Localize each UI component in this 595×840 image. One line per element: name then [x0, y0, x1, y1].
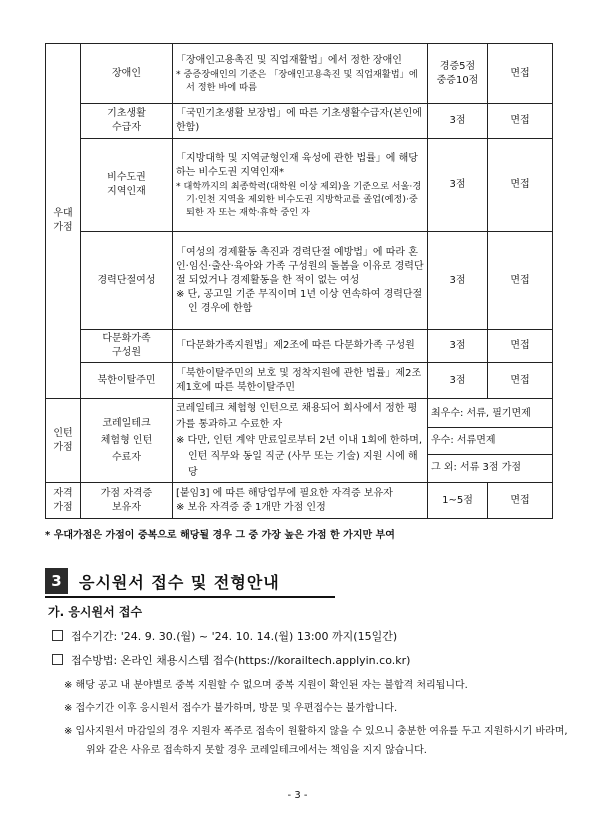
category-text: 다문화가족: [102, 333, 151, 344]
category-text: 코레일테크: [102, 418, 151, 429]
group-label: 우대: [53, 208, 73, 219]
score-cell: [428, 44, 488, 104]
table-footnote: * 우대가점은 가점이 중복으로 해당될 경우 그 중 가장 높은 가점 한 가지만 부여: [45, 530, 395, 541]
stage-cell: 면접: [488, 232, 553, 330]
table-row: [46, 44, 553, 104]
section-heading: [45, 568, 335, 598]
checkbox-icon: [52, 654, 63, 665]
section-number: 3: [45, 568, 68, 594]
category-text: 수급자: [112, 122, 141, 133]
stage-cell: 면접: [488, 44, 553, 104]
method-text: 접수방법: 온라인 채용시스템 접수(https://korailtech.applyin.co.kr): [71, 654, 411, 667]
score-cell: 3점: [428, 139, 488, 232]
criteria-note: * 대학까지의 최종학력(대학원 이상 제외)을 기준으로 서울·경기·인천 지역을 제외한 비수도권 지방학교를 졸업(예정)·중퇴한 자 또는 재학·휴학 중인 자: [176, 180, 422, 218]
table-row: [46, 104, 553, 139]
stage-cell: 면접: [488, 363, 553, 399]
criteria-cell: 「국민기초생활 보장법」에 따른 기초생활수급자(본인에 한함): [173, 104, 428, 139]
criteria-text: 「장애인고용촉진 및 직업재활법」에서 정한 장애인: [176, 54, 402, 66]
score-cell: 1~5점: [428, 483, 488, 519]
criteria-cell: 「다문화가족지원법」제2조에 따른 다문화가족 구성원: [173, 330, 428, 363]
criteria-cell: [173, 483, 428, 519]
stage-cell: 면접: [488, 139, 553, 232]
benefit-text: 그 외: 서류 3점 가점: [431, 461, 522, 473]
criteria-text: [붙임3] 에 따른 해당업무에 필요한 자격증 보유자: [176, 487, 393, 499]
score-cell: 3점: [428, 330, 488, 363]
score-text: 경증5점: [439, 60, 476, 72]
group-label: 가점: [53, 222, 73, 233]
criteria-text: 「여성의 경제활동 촉진과 경력단절 예방법」에 따라 혼인·임신·출산·육아와 가족 구성원의 돌봄을 이유로 경력단절 되었거나 경제활동을 한 적이 없는 여성: [176, 246, 424, 286]
category-cell: [81, 330, 173, 363]
criteria-cell: [173, 399, 428, 483]
criteria-note: * 중증장애인의 기준은 「장애인고용촉진 및 직업재활법」에서 정한 바에 따름: [176, 68, 418, 93]
benefit-text: 우수: 서류면제: [428, 428, 552, 455]
preferential-points-table: [45, 43, 553, 519]
group-label: 가점: [53, 441, 73, 453]
cert-group-cell: [46, 483, 81, 519]
list-item: [52, 628, 397, 644]
group-label: 인턴: [53, 427, 73, 439]
stage-cell: 면접: [488, 483, 553, 519]
category-cell: 경력단절여성: [81, 232, 173, 330]
remark: ※ 입사지원서 마감일의 경우 지원자 폭주로 접속이 원활하지 않을 수 있으니 충분한 여유를 두고 지원하시기 바라며, 위와 같은 사유로 접속하지 못할 경우 코레일테크에서는 책임을 지지 않습니다.: [64, 726, 568, 756]
remark: ※ 해당 공고 내 분야별로 중복 지원할 수 없으며 중복 지원이 확인된 자는 불합격 처리됩니다.: [64, 680, 468, 691]
page-number: - 3 -: [287, 790, 308, 801]
group-label: 자격: [53, 487, 73, 499]
category-cell: 장애인: [81, 44, 173, 104]
table-row: [46, 483, 553, 519]
criteria-cell: [173, 44, 428, 104]
category-text: 구성원: [112, 347, 141, 358]
criteria-cell: [173, 232, 428, 330]
category-text: 기초생활: [107, 108, 146, 119]
category-cell: [81, 399, 173, 483]
criteria-note: ※ 다만, 인턴 계약 만료일로부터 2년 이내 1회에 한하며, 인턴 직무와 동일 직군 (사무 또는 기술) 지원 시에 해당: [176, 434, 423, 478]
criteria-cell: 「북한이탈주민의 보호 및 정착지원에 관한 법률」제2조 제1호에 따른 북한이탈주민: [173, 363, 428, 399]
score-cell: 3점: [428, 104, 488, 139]
criteria-text: 코레일테크 체험형 인턴으로 채용되어 회사에서 정한 평가를 통과하고 수료한 자: [176, 402, 418, 430]
table-row: [46, 363, 553, 399]
category-text: 비수도권: [107, 172, 146, 183]
category-cell: [81, 139, 173, 232]
group-label: 가점: [53, 501, 73, 513]
stage-cell: 면접: [488, 330, 553, 363]
stage-cell: 면접: [488, 104, 553, 139]
checkbox-icon: [52, 630, 63, 641]
category-text: 지역인재: [107, 186, 146, 197]
score-cell: 3점: [428, 232, 488, 330]
category-text: 가점 자격증: [100, 487, 153, 499]
remark: ※ 접수기간 이후 응시원서 접수가 불가하며, 방문 및 우편접수는 불가합니다.: [64, 703, 398, 714]
intern-benefit-cell: [428, 399, 553, 483]
category-cell: 북한이탈주민: [81, 363, 173, 399]
category-cell: [81, 483, 173, 519]
criteria-text: 「지방대학 및 지역균형인재 육성에 관한 법률」에 해당하는 비수도권 지역인재*: [176, 152, 418, 178]
category-text: 보유자: [112, 501, 141, 513]
category-text: 체험형 인턴: [100, 435, 153, 446]
criteria-note: ※ 단, 공고일 기준 무직이며 1년 이상 연속하여 경력단절인 경우에 한함: [176, 288, 423, 314]
section-title: 응시원서 접수 및 전형안내: [79, 573, 280, 592]
score-cell: 3점: [428, 363, 488, 399]
table-row: [46, 232, 553, 330]
preferential-group-cell: [46, 44, 81, 399]
subsection-title: 가. 응시원서 접수: [48, 605, 143, 619]
table-row: [46, 399, 553, 483]
criteria-cell: [173, 139, 428, 232]
table-row: [46, 139, 553, 232]
category-text: 수료자: [112, 452, 141, 463]
table-row: [46, 330, 553, 363]
category-cell: [81, 104, 173, 139]
criteria-note: ※ 보유 자격증 중 1개만 가점 인정: [176, 501, 326, 513]
score-text: 중증10점: [436, 74, 479, 86]
intern-group-cell: [46, 399, 81, 483]
period-text: 접수기간: '24. 9. 30.(월) ~ '24. 10. 14.(월) 13:00 까지(15일간): [71, 630, 398, 643]
benefit-text: 최우수: 서류, 필기면제: [428, 401, 552, 428]
list-item: [52, 652, 410, 668]
